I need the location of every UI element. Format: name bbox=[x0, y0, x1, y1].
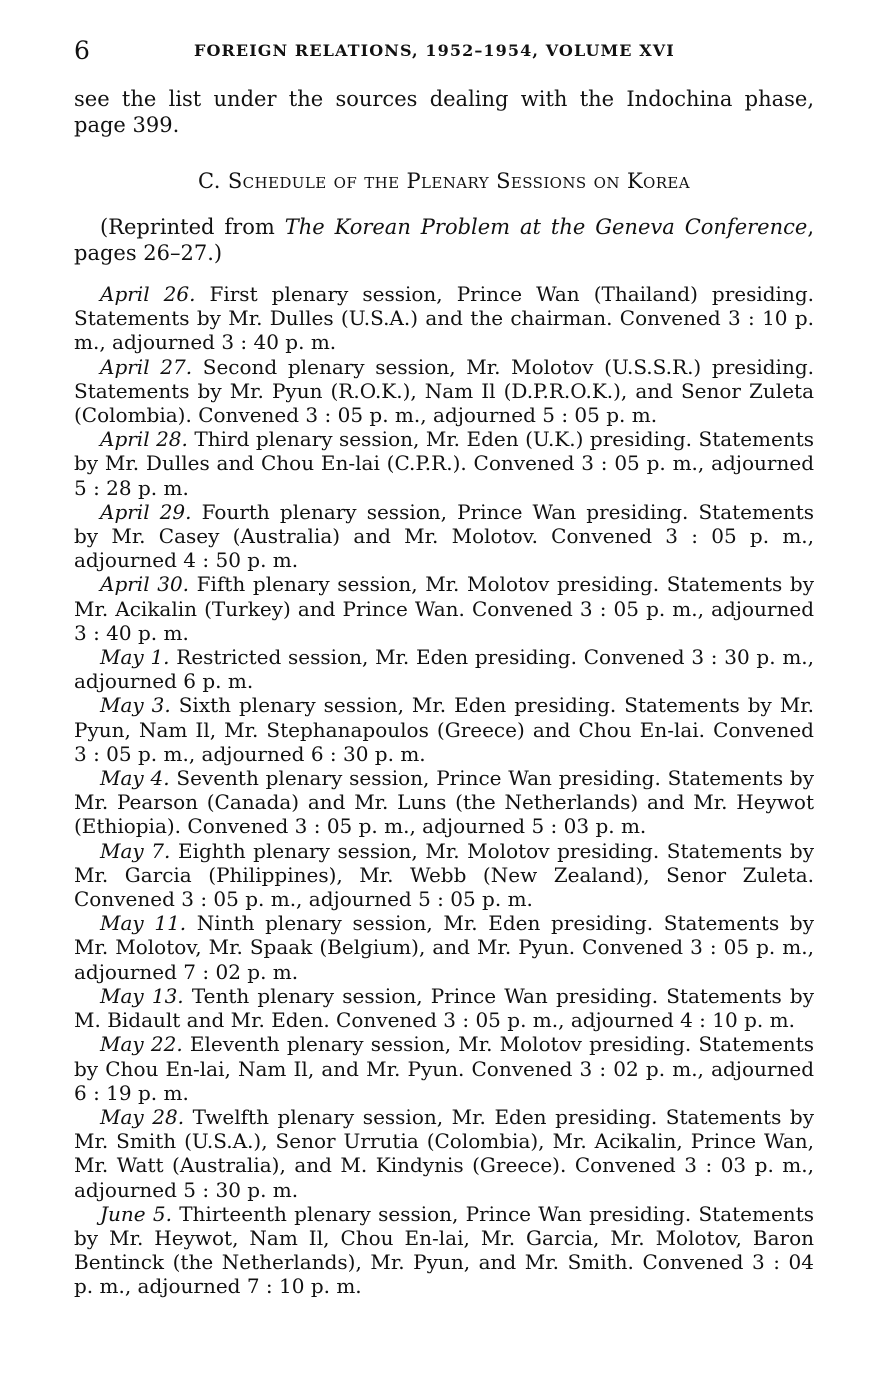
session-entry bbox=[74, 355, 814, 428]
session-date: May 7. bbox=[100, 838, 171, 863]
session-date: May 28. bbox=[100, 1104, 185, 1129]
session-text: Restricted session, Mr. Eden presiding. Convened 3 : 30 p. m., adjourned 6 p. m. bbox=[74, 645, 815, 694]
session-entry bbox=[74, 1032, 814, 1105]
session-entry bbox=[74, 839, 814, 912]
session-date: April 27. bbox=[100, 354, 193, 379]
session-date: June 5. bbox=[100, 1201, 172, 1226]
session-date: April 26. bbox=[100, 282, 196, 306]
session-entry bbox=[74, 766, 814, 839]
session-entry bbox=[74, 500, 814, 573]
reprint-close: , pages 26–27.) bbox=[74, 215, 814, 265]
session-entry bbox=[74, 1202, 814, 1299]
session-entry bbox=[74, 911, 814, 984]
running-head-title: FOREIGN RELATIONS, 1952–1954, VOLUME XVI bbox=[194, 41, 675, 60]
session-list bbox=[74, 282, 814, 1299]
session-text: Tenth plenary session, Prince Wan presiding. Statements by M. Bidault and Mr. Eden. Convened 3 : 05 p. m., adjourned 4 : 10 p. m. bbox=[74, 983, 814, 1033]
session-text: Twelfth plenary session, Mr. Eden presiding. Statements by Mr. Smith (U.S.A.), Senor Urrutia (Colombia), Mr. Acikalin, Prince Wan, Mr. Watt (Australia), and M. Kindynis (Greece). Convened 3 : 03 p. m., adjourned 5 : 30 p. m. bbox=[74, 1104, 814, 1202]
session-date: May 3. bbox=[100, 693, 171, 718]
session-date: May 4. bbox=[100, 766, 170, 791]
session-text: Thirteenth plenary session, Prince Wan presiding. Statements by Mr. Heywot, Nam Il, Chou En-lai, Mr. Garcia, Mr. Molotov, Baron Bentinck (the Netherlands), Mr. Pyun, and Mr. Smith. Convened 3 : 04 p. m., adjourned 7 : 10 p. m. bbox=[74, 1201, 814, 1299]
session-date: May 22. bbox=[100, 1032, 183, 1057]
session-entry bbox=[74, 1105, 814, 1202]
session-text: Fourth plenary session, Prince Wan presiding. Statements by Mr. Casey (Australia) and Mr. Molotov. Convened 3 : 05 p. m., adjourned 4 : 50 p. m. bbox=[74, 499, 814, 573]
reprint-open: (Reprinted from bbox=[100, 215, 285, 239]
session-text: Eleventh plenary session, Mr. Molotov presiding. Statements by Chou En-lai, Nam Il, and Mr. Pyun. Convened 3 : 02 p. m., adjourned 6 : 19 p. m. bbox=[74, 1032, 814, 1105]
session-text: First plenary session, Prince Wan (Thailand) presiding. Statements by Mr. Dulles (U.S.A.) and the chairman. Convened 3 : 10 p. m., adjourned 3 : 40 p. m. bbox=[74, 282, 814, 355]
session-entry bbox=[74, 645, 814, 693]
reprint-work-title: The Korean Problem at the Geneva Conference bbox=[284, 215, 808, 239]
session-entry bbox=[74, 282, 814, 355]
intro-paragraph: see the list under the sources dealing with the Indochina phase, page 399. bbox=[74, 87, 814, 137]
section-heading: C. Schedule of the Plenary Sessions on Korea bbox=[198, 169, 690, 193]
session-entry bbox=[74, 427, 814, 500]
session-date: May 13. bbox=[100, 983, 184, 1008]
session-date: May 11. bbox=[100, 911, 187, 936]
reprint-note bbox=[74, 214, 814, 266]
session-text: Ninth plenary session, Mr. Eden presiding. Statements by Mr. Molotov, Mr. Spaak (Belgium), and Mr. Pyun. Convened 3 : 05 p. m., adjourned 7 : 02 p. m. bbox=[74, 911, 814, 984]
session-text: Seventh plenary session, Prince Wan presiding. Statements by Mr. Pearson (Canada) and Mr. Luns (the Netherlands) and Mr. Heywot (Ethiopia). Convened 3 : 05 p. m., adjourned 5 : 03 p. m. bbox=[74, 766, 815, 839]
session-text: Second plenary session, Mr. Molotov (U.S.S.R.) presiding. Statements by Mr. Pyun (R.O.K.), Nam Il (D.P.R.O.K.), and Senor Zuleta (Colombia). Convened 3 : 05 p. m., adjourned 5 : 05 p. m. bbox=[74, 354, 814, 428]
session-text: Sixth plenary session, Mr. Eden presiding. Statements by Mr. Pyun, Nam Il, Mr. Stephanapoulos (Greece) and Chou En-lai. Convened 3 : 05 p. m., adjourned 6 : 30 p. m. bbox=[74, 693, 815, 766]
session-entry bbox=[74, 984, 814, 1032]
running-head bbox=[74, 36, 814, 68]
session-date: April 29. bbox=[100, 499, 192, 524]
session-entry bbox=[74, 572, 814, 645]
session-text: Third plenary session, Mr. Eden (U.K.) presiding. Statements by Mr. Dulles and Chou En-lai (C.P.R.). Convened 3 : 05 p. m., adjourned 5 : 28 p. m. bbox=[74, 427, 815, 500]
session-entry bbox=[74, 693, 814, 766]
session-date: April 28. bbox=[100, 427, 188, 452]
session-date: April 30. bbox=[100, 572, 190, 597]
session-text: Fifth plenary session, Mr. Molotov presiding. Statements by Mr. Acikalin (Turkey) and Prince Wan. Convened 3 : 05 p. m., adjourned 3 : 40 p. m. bbox=[74, 572, 814, 645]
page-number: 6 bbox=[74, 36, 90, 65]
session-date: May 1. bbox=[100, 645, 170, 670]
session-text: Eighth plenary session, Mr. Molotov presiding. Statements by Mr. Garcia (Philippines), Mr. Webb (New Zealand), Senor Zuleta. Convened 3 : 05 p. m., adjourned 5 : 05 p. m. bbox=[74, 838, 815, 912]
